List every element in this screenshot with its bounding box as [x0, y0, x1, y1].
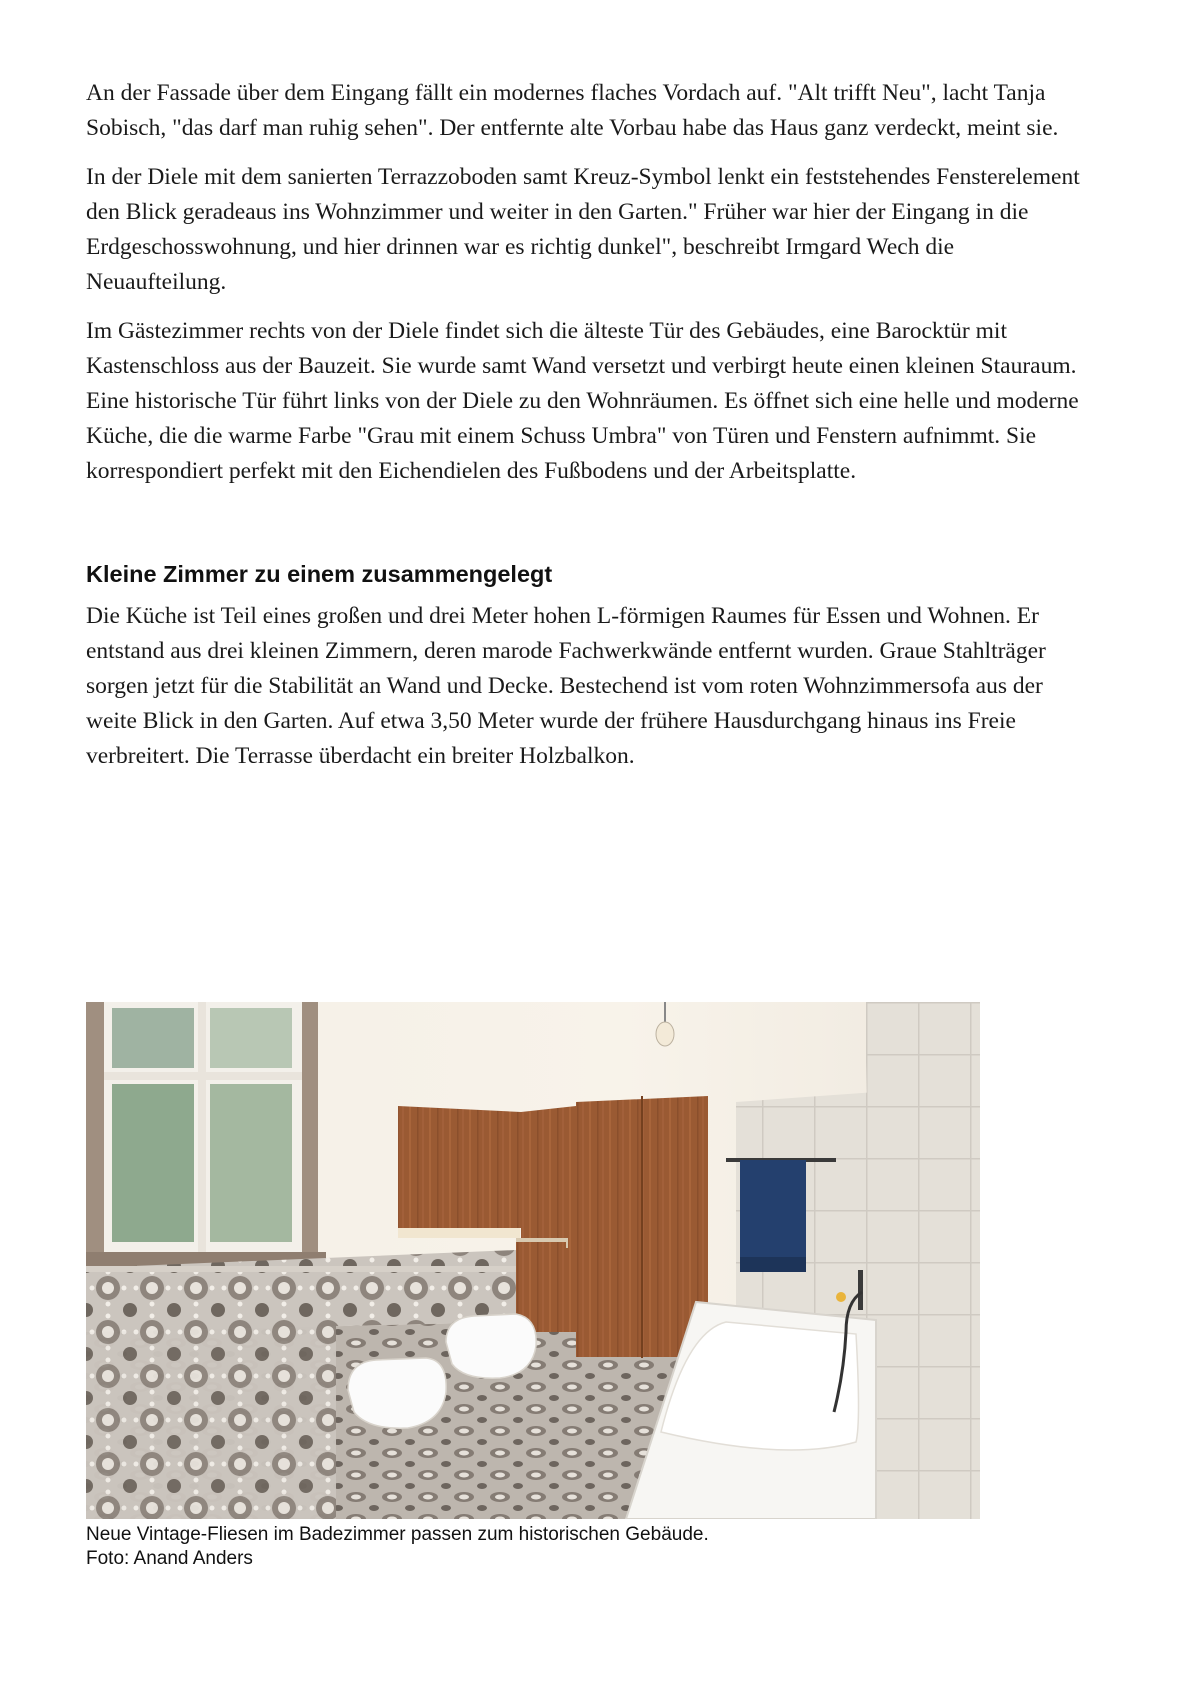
bathroom-figure [86, 1002, 980, 1571]
bathroom-photo [86, 1002, 980, 1519]
paragraph-kueche: Die Küche ist Teil eines großen und drei Meter hohen L-förmigen Raumes für Essen und Wohnen. Er entstand aus drei kleinen Zimmern, deren marode Fachwerkwände entfernt wurden. Graue Stahlträger sorgen jetzt für die Stabilität an Wand und Decke. Bestechend ist vom roten Wohnzimmersofa aus der weite Blick in den Garten. Auf etwa 3,50 Meter wurde der frühere Hausdurchgang hinaus ins Freie verbreitert. Die Terrasse überdacht ein breiter Holzbalkon. [86, 603, 1046, 769]
article-body [86, 76, 1086, 788]
paragraph-diele: In der Diele mit dem sanierten Terrazzoboden samt Kreuz-Symbol lenkt ein feststehendes Fensterelement den Blick geradeaus ins Wohnzimmer und weiter in den Garten." Früher war hier der Eingang in die Erdgeschosswohnung, und hier drinnen war es richtig dunkel", beschreibt Irmgard Wech die Neuaufteilung. [86, 164, 1080, 295]
photo-credit: Foto: Anand Anders [86, 1548, 253, 1569]
figure-caption: Neue Vintage-Fliesen im Badezimmer passen zum historischen Gebäude. [86, 1524, 709, 1545]
paragraph-gaestezimmer: Im Gästezimmer rechts von der Diele findet sich die älteste Tür des Gebäudes, eine Barocktür mit Kastenschloss aus der Bauzeit. Sie wurde samt Wand versetzt und verbirgt heute einen kleinen Stauraum. Eine historische Tür führt links von der Diele zu den Wohnräumen. Es öffnet sich eine helle und moderne Küche, die die warme Farbe "Grau mit einem Schuss Umbra" von Türen und Fenstern aufnimmt. Sie korrespondiert perfekt mit den Eichendielen des Fußbodens und der Arbeitsplatte. [86, 318, 1079, 484]
section-heading: Kleine Zimmer zu einem zusammengelegt [86, 561, 553, 587]
paragraph-fassade: An der Fassade über dem Eingang fällt ein modernes flaches Vordach auf. "Alt trifft Neu", lacht Tanja Sobisch, "das darf man ruhig sehen". Der entfernte alte Vorbau habe das Haus ganz verdeckt, meint sie. [86, 80, 1059, 141]
